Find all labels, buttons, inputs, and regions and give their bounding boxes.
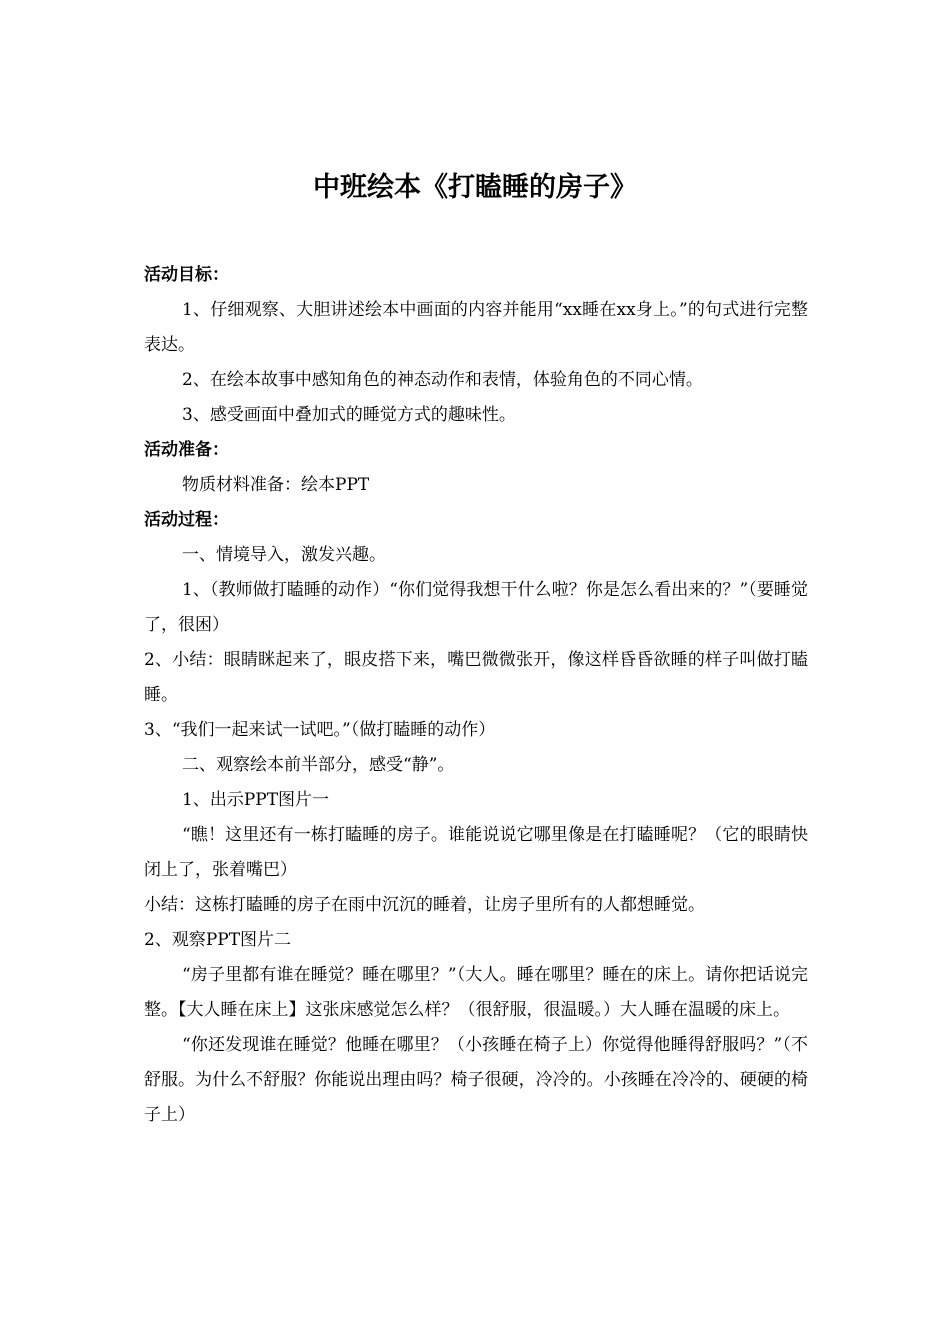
paragraph: “瞧！这里还有一栋打瞌睡的房子。谁能说说它哪里像是在打瞌睡呢？（它的眼睛快闭上了，张着嘴巴） <box>144 825 808 880</box>
paragraph: “你还发现谁在睡觉？他睡在哪里？（小孩睡在椅子上）你觉得他睡得舒服吗？”（不舒服。为什么不舒服？你能说出理由吗？椅子很硬，冷冷的。小孩睡在冷冷的、硬硬的椅子上） <box>144 1035 808 1125</box>
paragraph: 1、仔细观察、大胆讲述绘本中画面的内容并能用“xx睡在xx身上。”的句式进行完整表达。 <box>144 300 808 355</box>
section-heading-preparation: 活动准备： <box>144 440 229 460</box>
section-heading-process: 活动过程： <box>144 510 229 530</box>
paragraph: 3、“我们一起来试一试吧。”（做打瞌睡的动作） <box>144 720 496 740</box>
paragraph: 二、观察绘本前半部分，感受“静”。 <box>182 755 455 775</box>
paragraph: 2、在绘本故事中感知角色的神态动作和表情，体验角色的不同心情。 <box>182 370 703 390</box>
document-title: 中班绘本《打瞌睡的房子》 <box>313 172 637 203</box>
paragraph: 3、感受画面中叠加式的睡觉方式的趣味性。 <box>182 405 516 425</box>
paragraph: “房子里都有谁在睡觉？睡在哪里？”（大人。睡在哪里？睡在的床上。请你把话说完整。【大人睡在床上】这张床感觉怎么样？（很舒服，很温暖。）大人睡在温暖的床上。 <box>144 965 808 1020</box>
paragraph: 小结：这栋打瞌睡的房子在雨中沉沉的睡着，让房子里所有的人都想睡觉。 <box>144 895 705 915</box>
paragraph: 1、（教师做打瞌睡的动作）“你们觉得我想干什么啦？你是怎么看出来的？”（要睡觉了，很困） <box>144 580 808 635</box>
paragraph: 物质材料准备：绘本PPT <box>182 475 370 495</box>
document-body <box>144 258 808 1133</box>
paragraph: 2、观察PPT图片二 <box>144 930 292 950</box>
section-heading-goals: 活动目标： <box>144 265 229 285</box>
paragraph: 一、情境导入，激发兴趣。 <box>182 545 386 565</box>
paragraph: 2、小结：眼睛眯起来了，眼皮搭下来，嘴巴微微张开，像这样昏昏欲睡的样子叫做打瞌睡。 <box>144 650 808 705</box>
paragraph: 1、出示PPT图片一 <box>182 790 330 810</box>
